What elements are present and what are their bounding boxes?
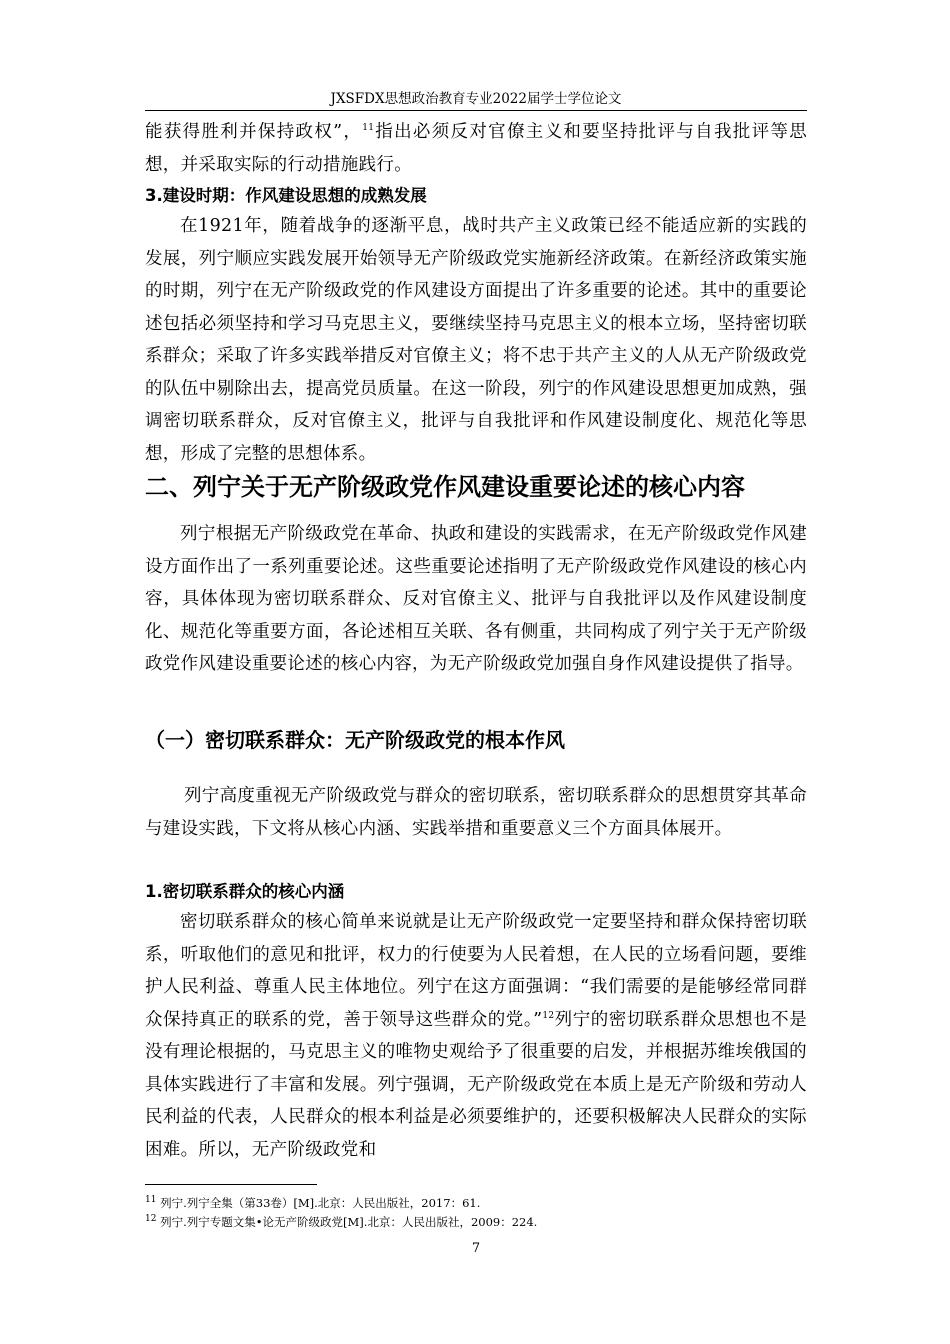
paragraph-continuation	[145, 116, 807, 181]
paragraph-text: 列宁的密切联系群众思想也不是没有理论根据的，马克思主义的唯物史观给予了很重要的启发，并根据苏维埃俄国的具体实践进行了丰富和发展。列宁强调，无产阶级政党在本质上是无产阶级和劳动人民利益的代表，人民群众的根本利益是必须要维护的，还要积极解决人民群众的实际困难。所以，无产阶级政党和	[145, 1009, 807, 1160]
subsection-one-heading: （一）密切联系群众：无产阶级政党的根本作风	[145, 728, 565, 752]
footnote-number: 11	[145, 1195, 157, 1206]
footnote-ref-11: 11	[362, 123, 375, 134]
paragraph-text: 密切联系群众的核心简单来说就是让无产阶级政党一定要坚持和群众保持密切联系，听取他们的意见和批评，权力的行使要为人民着想，在人民的立场看问题，要维护人民利益、尊重人民主体地位。列宁在这方面强调：“我们需要的是能够经常同群众保持真正的联系的党，善于领导这些群众的党。”	[145, 912, 807, 1030]
footnote-12	[145, 1214, 537, 1230]
paragraph-subsection-one-intro: 列宁高度重视无产阶级政党与群众的密切联系，密切联系群众的思想贯穿其革命与建设实践，下文将从核心内涵、实践举措和重要意义三个方面具体展开。	[145, 786, 807, 839]
paragraph-text: 能获得胜利并保持政权”，	[145, 122, 363, 142]
subsection-1-heading: 1.密切联系群众的核心内涵	[145, 882, 345, 901]
paragraph-construction-period: 在1921年，随着战争的逐渐平息，战时共产主义政策已经不能适应新的实践的发展，列宁顺应实践发展开始领导无产阶级政党实施新经济政策。在新经济政策实施的时期，列宁在无产阶级政党的作风建设方面提出了许多重要的论述。其中的重要论述包括必须坚持和学习马克思主义，要继续坚持马克思主义的根本立场，坚持密切联系群众；采取了许多实践举措反对官僚主义；将不忠于共产主义的人从无产阶级政党的队伍中剔除出去，提高党员质量。在这一阶段，列宁的作风建设思想更加成熟，强调密切联系群众，反对官僚主义，批评与自我批评和作风建设制度化、规范化等思想，形成了完整的思想体系。	[145, 216, 807, 464]
subsection-3-heading: 3.建设时期：作风建设思想的成熟发展	[145, 186, 427, 205]
section-two-heading: 二、列宁关于无产阶级政党作风建设重要论述的核心内容	[145, 473, 745, 501]
header-rule	[145, 110, 807, 111]
running-header: JXSFDX思想政治教育专业2022届学士学位论文	[330, 91, 622, 107]
page-number: 7	[471, 1241, 481, 1256]
footnote-11	[145, 1195, 480, 1211]
paragraph-section-two-intro: 列宁根据无产阶级政党在革命、执政和建设的实践需求，在无产阶级政党作风建设方面作出了一系列重要论述。这些重要论述指明了无产阶级政党作风建设的核心内容，具体体现为密切联系群众、反对官僚主义、批评与自我批评以及作风建设制度化、规范化等重要方面，各论述相互关联、各有侧重，共同构成了列宁关于无产阶级政党作风建设重要论述的核心内容，为无产阶级政党加强自身作风建设提供了指导。	[145, 524, 807, 674]
footnote-number: 12	[145, 1214, 157, 1225]
footnote-text: 列宁.列宁专题文集•论无产阶级政党[M].北京：人民出版社，2009：224.	[160, 1215, 538, 1229]
footnote-rule	[145, 1184, 317, 1185]
footnote-ref-12: 12	[542, 1010, 555, 1021]
paragraph-core-meaning	[145, 906, 807, 1166]
footnote-text: 列宁.列宁全集（第33卷）[M].北京：人民出版社，2017：61.	[160, 1196, 481, 1210]
paragraph-text: 指出必须反对官僚主义和要坚持批评与自我批评等思想，并采取实际的行动措施践行。	[145, 122, 807, 175]
